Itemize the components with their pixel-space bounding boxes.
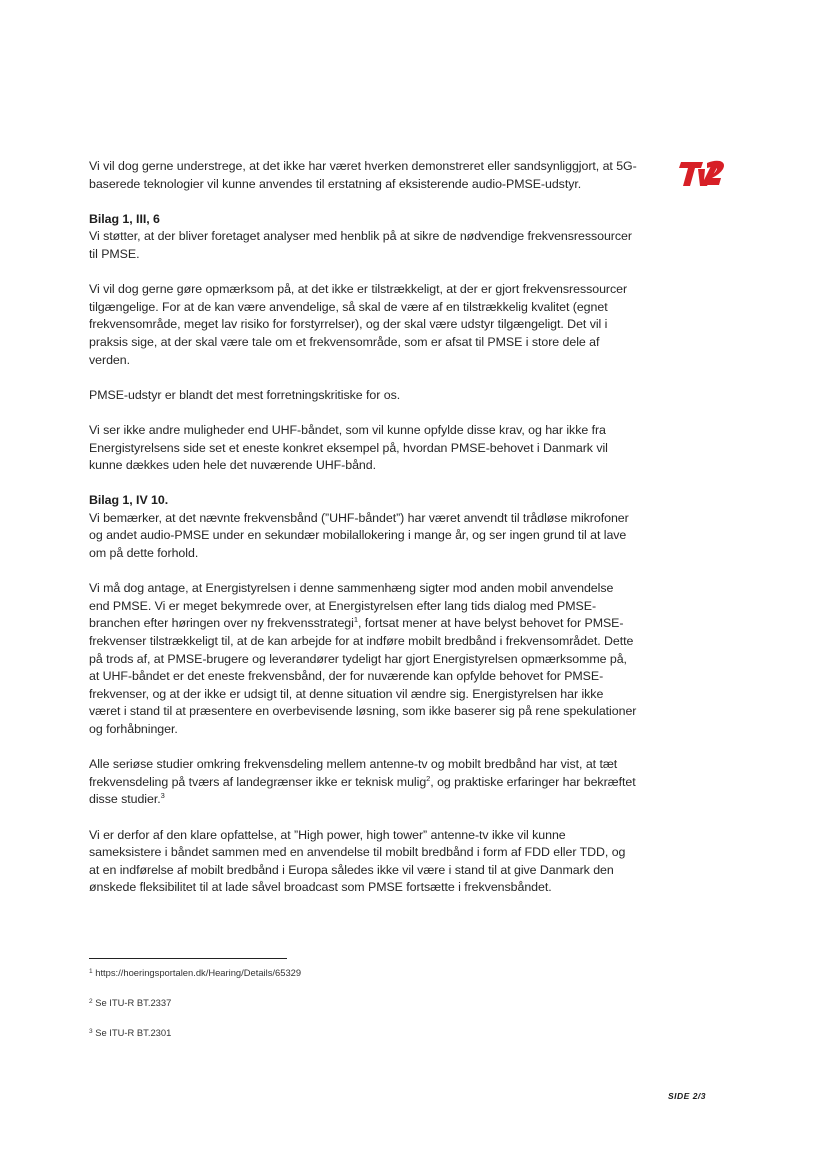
paragraph-frequency-sharing-studies: Alle seriøse studier omkring frekvensdeling mellem antenne-tv og mobilt bredbånd har vist, at tæt frekvensdeling på tværs af landegrænser ikke er teknisk mulig$^2$, og praktiske erfaringer har bekræftet disse studier.$^3$ bbox=[89, 757, 636, 807]
footnote-ref-3[interactable]: 3 bbox=[160, 791, 165, 801]
paragraph-conclusion: Vi er derfor af den klare opfattelse, at ”High power, high tower” antenne-tv ikke vil kunne sameksistere i båndet sammen med en anvendelse til mobilt bredbånd i form af FDD eller TDD, og at en indførelse af mobilt bredbånd i Europa således ikke vil være i stand til at give Danmark den ønskede fleksibilitet til at lade såvel broadcast som PMSE fortsætte i frekvensbåndet. bbox=[89, 827, 626, 895]
paragraph-business-critical: PMSE-udstyr er blandt det mest forretningskritiske for os. bbox=[89, 387, 401, 402]
tv2-logo bbox=[676, 159, 726, 189]
footnote-ref-1[interactable]: 1 bbox=[353, 615, 358, 625]
paragraph-5g: Vi vil dog gerne understrege, at det ikke har været hverken demonstreret eller sandsynliggjort, at 5G-baserede teknologier vil kunne anvendes til erstatning af eksisterende audio-PMSE-udstyr. bbox=[89, 159, 637, 191]
heading-bilag-1-iii-6: Bilag 1, III, 6 bbox=[89, 211, 160, 226]
paragraph-concern-energistyrelsen: Vi må dog antage, at Energistyrelsen i denne sammenhæng sigter mod anden mobil anvendelse end PMSE. Vi er meget bekymrede over, at Energistyrelsen efter lang tids dialog med PMSE-branchen efter høringen over ny frekvensstrategi$^1$, fortsat mener at have belyst behovet for PMSE-frekvenser tilstrækkeligt til, at de kan arbejde for at indføre mobilt bredbånd i frekvensområdet. Dette på trods af, at PMSE-brugere og leverandører tydeligt har gjort Energistyrelsen opmærksomme på, at UHF-båndet er det eneste frekvensbånd, der for nuværende kan opfylde behovet for PMSE-frekvenser, og at der ikke er udsigt til, at denne situation vil ændre sig. Energistyrelsen har ikke været i stand til at præsentere en overbevisende løsning, som ikke baserer sig på rene spekulationer og forhåbninger. bbox=[89, 581, 637, 736]
tv2-logo-icon bbox=[676, 159, 726, 189]
footnote-ref-2[interactable]: 2 bbox=[426, 773, 431, 783]
footnote-separator bbox=[89, 958, 287, 959]
paragraph-uhf-secondary-allocation: Vi bemærker, at det nævnte frekvensbånd (”UHF-båndet”) har været anvendt til trådløse mikrofoner og andet audio-PMSE under en sekundær mobilallokering i mange år, og ser ingen grund til at lave om på dette forhold. bbox=[89, 510, 629, 561]
heading-bilag-1-iv-10: Bilag 1, IV 10. bbox=[89, 493, 169, 508]
paragraph-support-analyses: Vi støtter, at der bliver foretaget analyser med henblik på at sikre de nødvendige frekvensressourcer til PMSE. bbox=[89, 229, 632, 261]
page-number: SIDE 2/3 bbox=[668, 1091, 707, 1101]
footnote-3: $^3$ Se ITU-R BT.2301 bbox=[89, 1027, 172, 1038]
footnote-2: $^2$ Se ITU-R BT.2337 bbox=[89, 997, 172, 1008]
paragraph-uhf-only-option: Vi ser ikke andre muligheder end UHF-båndet, som vil kunne opfylde disse krav, og har ikke fra Energistyrelsens side set et eneste konkret eksempel på, hvordan PMSE-behovet i Danmark vil kunne dækkes uden hele det nuværende UHF-bånd. bbox=[89, 422, 608, 473]
footnote-1-link[interactable]: https://hoeringsportalen.dk/Hearing/Details/65329 bbox=[92, 967, 302, 978]
letter-body bbox=[89, 158, 637, 915]
footnote-1: $^1$ https://hoeringsportalen.dk/Hearing/Details/65329 bbox=[89, 967, 302, 978]
paragraph-frequency-quality: Vi vil dog gerne gøre opmærksom på, at det ikke er tilstrækkeligt, at der er gjort frekvensressourcer tilgængelige. For at de kan være anvendelige, så skal de være af en tilstrækkelig kvalitet (egnet frekvensområde, meget lav risiko for forstyrrelser), og der skal være udstyr tilgængeligt. Det vil i praksis sige, at der skal være tale om et frekvensområde, som er afsat til PMSE i store dele af verden. bbox=[89, 282, 628, 367]
